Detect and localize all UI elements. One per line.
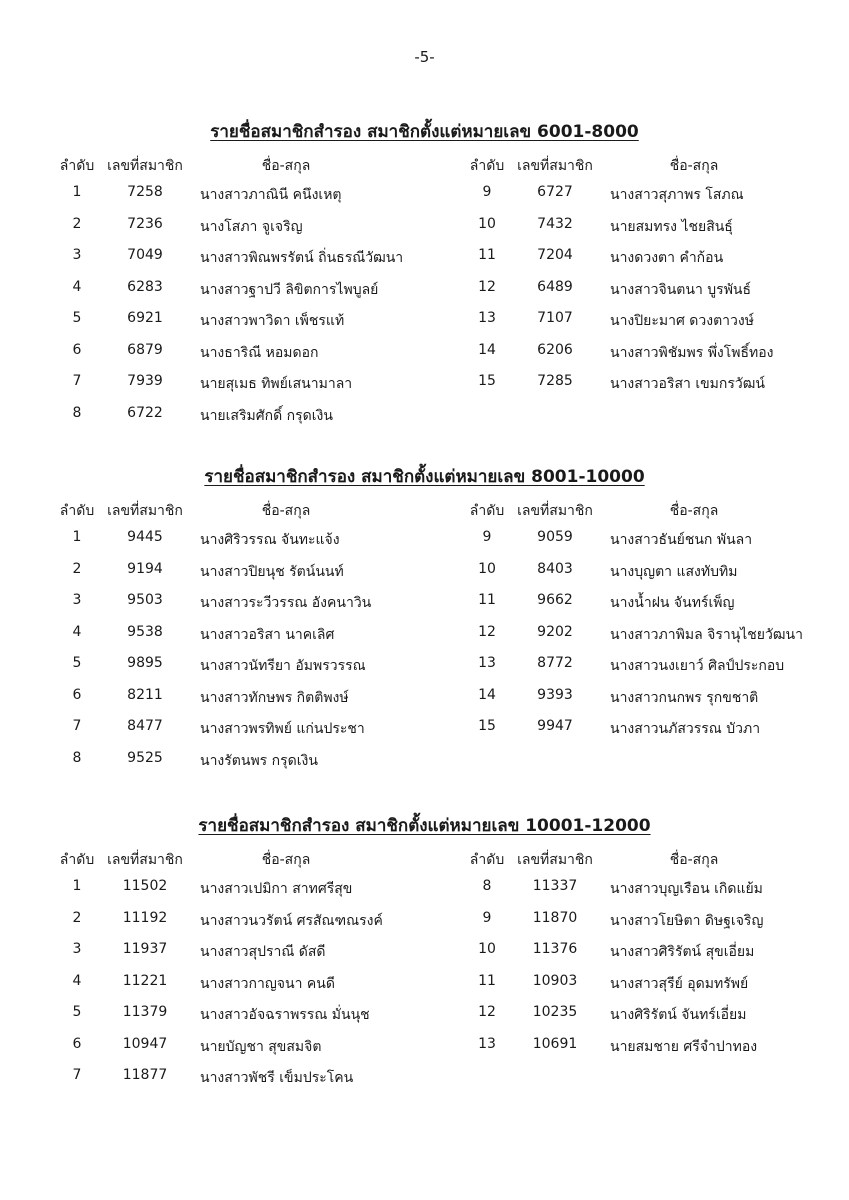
row-member-no: 11221 [122, 972, 168, 989]
row-member-no: 7939 [127, 373, 163, 389]
row-index: 10 [478, 560, 496, 577]
header-member-no: เลขที่สมาชิก [107, 503, 183, 519]
row-index: 2 [72, 560, 82, 577]
row-name: นางสาวพิณพรรัตน์ ถิ่นธรณีวัฒนา [200, 250, 404, 266]
row-name: นางสาวสุรีย์ อุดมทรัพย์ [610, 975, 749, 992]
row-member-no: 6727 [537, 184, 573, 200]
table-row [0, 910, 849, 936]
row-index: 6 [72, 341, 82, 358]
table-row [0, 184, 849, 210]
table-row [0, 405, 849, 431]
row-member-no: 11502 [122, 878, 168, 894]
row-name: นางสาวกาญจนา คนดี [200, 975, 335, 992]
row-member-no: 8477 [127, 718, 163, 734]
row-index: 9 [482, 909, 492, 926]
row-name: นางสาวโยษิตา ดิษฐเจริญ [610, 912, 764, 929]
row-index: 8 [72, 404, 82, 421]
row-member-no: 9059 [537, 529, 573, 545]
row-name: นางสาวอริสา นาคเลิศ [200, 626, 335, 643]
header-name: ชื่อ-สกุล [669, 158, 719, 174]
header-name: ชื่อ-สกุล [669, 852, 719, 868]
section-title [0, 812, 849, 839]
header-member-no: เลขที่สมาชิก [517, 158, 593, 174]
header-index: ลำดับ [469, 503, 505, 519]
row-name: นางสาวจินตนา บูรพันธ์ [610, 281, 752, 298]
table-row [0, 655, 849, 681]
row-index: 13 [478, 655, 496, 671]
row-name: นางโสภา จูเจริญ [200, 218, 303, 235]
row-index: 10 [478, 941, 496, 957]
table-row [0, 941, 849, 967]
table-row [0, 342, 849, 368]
table-row [0, 687, 849, 713]
row-name: นางสาวทักษพร กิตติพงษ์ [200, 689, 349, 706]
header-index: ลำดับ [59, 158, 95, 174]
row-name: นางสาวอริสา เขมกรวัฒน์ [610, 376, 765, 392]
row-name: นางธาริณี หอมดอก [200, 344, 319, 361]
row-member-no: 9202 [537, 623, 573, 640]
table-row [0, 624, 849, 650]
row-name: นางศิริรัตน์ จันทร์เอี่ยม [610, 1007, 747, 1023]
header-name: ชื่อ-สกุล [669, 503, 719, 519]
section-title-text: รายชื่อสมาชิกสำรอง สมาชิกตั้งแต่หมายเลข 10001-12000 [198, 816, 651, 836]
row-name: นางสาวนงเยาว์ ศิลป์ประกอบ [610, 658, 785, 674]
table-row [0, 247, 849, 273]
row-name: นางสาวพิชัมพร พึ่งโพธิ์ทอง [610, 344, 774, 361]
row-index: 5 [72, 655, 82, 671]
row-member-no: 10235 [532, 1004, 578, 1020]
row-member-no: 7204 [537, 247, 573, 263]
row-name: นางสาวสุภาพร โสภณ [610, 187, 744, 203]
table-row [0, 592, 849, 618]
row-member-no: 8211 [127, 686, 163, 703]
section-title-text: รายชื่อสมาชิกสำรอง สมาชิกตั้งแต่หมายเลข 8001-10000 [204, 467, 645, 487]
row-index: 6 [72, 1035, 82, 1052]
row-name: นางสาวสุปราณี ดัสดี [200, 944, 326, 960]
header-index: ลำดับ [59, 503, 95, 519]
row-index: 3 [72, 941, 82, 957]
row-index: 1 [72, 878, 82, 894]
row-member-no: 11376 [532, 941, 578, 957]
row-member-no: 9503 [127, 592, 163, 608]
row-name: นางสาวนภัสวรรณ บัวภา [610, 721, 761, 737]
row-index: 15 [478, 718, 496, 734]
row-index: 14 [478, 686, 496, 703]
table-row [0, 1004, 849, 1030]
row-member-no: 7432 [537, 215, 573, 232]
table-row [0, 1067, 849, 1093]
row-index: 15 [478, 373, 496, 389]
table-row [0, 718, 849, 744]
row-name: นางรัตนพร กรุดเงิน [200, 752, 318, 769]
row-index: 2 [72, 215, 82, 232]
row-member-no: 7285 [537, 373, 573, 389]
header-member-no: เลขที่สมาชิก [517, 503, 593, 519]
row-index: 6 [72, 686, 82, 703]
column-header-row [0, 500, 849, 526]
row-name: นางสาวพรทิพย์ แก่นประชา [200, 721, 365, 737]
table-row [0, 561, 849, 587]
row-member-no: 9895 [127, 655, 163, 671]
row-name: นางสาวกนกพร รุกขชาติ [610, 689, 759, 706]
table-row [0, 529, 849, 555]
row-index: 2 [72, 909, 82, 926]
header-name: ชื่อ-สกุล [261, 503, 311, 519]
table-row [0, 216, 849, 242]
section-title [0, 118, 849, 145]
header-name: ชื่อ-สกุล [261, 852, 311, 868]
row-index: 12 [478, 1004, 496, 1020]
row-member-no: 6206 [537, 341, 573, 358]
table-row [0, 373, 849, 399]
row-member-no: 9194 [127, 560, 163, 577]
row-index: 14 [478, 341, 496, 358]
row-index: 4 [72, 623, 82, 640]
table-row [0, 973, 849, 999]
header-index: ลำดับ [59, 852, 95, 868]
row-name: นางสาวพาวิดา เพ็ชรแท้ [200, 313, 345, 329]
row-index: 11 [478, 972, 496, 989]
row-member-no: 9525 [127, 749, 163, 766]
row-member-no: 8772 [537, 655, 573, 671]
row-member-no: 7258 [127, 184, 163, 200]
row-name: นายสุเมธ ทิพย์เสนามาลา [200, 376, 353, 392]
header-member-no: เลขที่สมาชิก [107, 158, 183, 174]
row-index: 3 [72, 592, 82, 608]
row-name: นางสาวนัทรียา อัมพรวรรณ [200, 658, 366, 674]
row-index: 1 [72, 529, 82, 545]
row-name: นายบัญชา สุขสมจิต [200, 1038, 322, 1055]
header-name: ชื่อ-สกุล [261, 158, 311, 174]
row-member-no: 6283 [127, 278, 163, 295]
row-name: นางปิยะมาศ ดวงตาวงษ์ [610, 313, 754, 329]
row-member-no: 11192 [122, 909, 168, 926]
column-header-row [0, 155, 849, 181]
row-index: 4 [72, 972, 82, 989]
table-row [0, 310, 849, 336]
row-member-no: 11870 [532, 909, 578, 926]
row-name: นายสมชาย ศรีจำปาทอง [610, 1038, 758, 1055]
row-member-no: 11877 [122, 1067, 168, 1083]
row-name: นางสาวภาณินี คนึงเหตุ [200, 187, 342, 203]
row-index: 13 [478, 1035, 496, 1052]
row-index: 5 [72, 1004, 82, 1020]
row-name: นางดวงตา คำก้อน [610, 250, 724, 266]
row-member-no: 9445 [127, 529, 163, 545]
row-member-no: 7107 [537, 310, 573, 326]
row-member-no: 11937 [122, 941, 168, 957]
row-member-no: 11379 [122, 1004, 168, 1020]
header-index: ลำดับ [469, 852, 505, 868]
row-name: นางศิริวรรณ จันทะแจ้ง [200, 532, 340, 548]
row-index: 7 [72, 718, 82, 734]
header-index: ลำดับ [469, 158, 505, 174]
row-member-no: 6921 [127, 310, 163, 326]
row-name: นางสาวเปมิกา สาทศรีสุข [200, 881, 353, 897]
row-name: นางสาวฐาปวี ลิขิตการไพบูลย์ [200, 281, 379, 298]
row-member-no: 9947 [537, 718, 573, 734]
row-index: 9 [482, 529, 492, 545]
row-name: นายเสริมศักดิ์ กรุดเงิน [200, 407, 333, 424]
column-header-row [0, 849, 849, 875]
row-name: นางสาวปิยนุช รัตน์นนท์ [200, 563, 344, 580]
row-name: นางสาวอัจฉราพรรณ มั่นนุช [200, 1007, 370, 1023]
row-name: นางสาวศิริรัตน์ สุขเอี่ยม [610, 944, 755, 960]
row-name: นางสาวพัชรี เข็มประโคน [200, 1070, 354, 1086]
row-index: 7 [72, 373, 82, 389]
row-name: นางสาวธันย์ชนก พันลา [610, 532, 753, 548]
table-row [0, 1036, 849, 1062]
header-member-no: เลขที่สมาชิก [107, 852, 183, 868]
row-member-no: 9393 [537, 686, 573, 703]
row-member-no: 8403 [537, 560, 573, 577]
table-row [0, 878, 849, 904]
page-number: -5- [414, 48, 435, 66]
row-member-no: 10903 [532, 972, 578, 989]
row-member-no: 6879 [127, 341, 163, 358]
row-name: นางสาวบุญเรือน เกิดแย้ม [610, 881, 763, 897]
row-name: นางสาวระวีวรรณ อังคนาวิน [200, 595, 372, 611]
row-member-no: 10691 [532, 1035, 578, 1052]
row-index: 11 [478, 592, 496, 608]
row-member-no: 9662 [537, 592, 573, 608]
row-index: 9 [482, 184, 492, 200]
row-index: 3 [72, 247, 82, 263]
row-index: 7 [72, 1067, 82, 1083]
row-index: 8 [72, 749, 82, 766]
row-index: 11 [478, 247, 496, 263]
row-name: นางสาวนวรัตน์ ศรสัณฑณรงค์ [200, 912, 383, 929]
row-index: 10 [478, 215, 496, 232]
row-index: 5 [72, 310, 82, 326]
row-index: 12 [478, 278, 496, 295]
row-index: 13 [478, 310, 496, 326]
row-index: 4 [72, 278, 82, 295]
row-name: นายสมทรง ไชยสินธุ์ [610, 218, 733, 235]
row-index: 8 [482, 878, 492, 894]
row-member-no: 10947 [122, 1035, 168, 1052]
row-member-no: 7049 [127, 247, 163, 263]
table-row [0, 279, 849, 305]
row-member-no: 7236 [127, 215, 163, 232]
row-member-no: 6722 [127, 404, 163, 421]
row-name: นางน้ำฝน จันทร์เพ็ญ [610, 595, 735, 611]
row-name: นางสาวภาพิมล จิรานุไชยวัฒนา [610, 626, 803, 643]
table-row [0, 750, 849, 776]
row-member-no: 9538 [127, 623, 163, 640]
section-title [0, 463, 849, 490]
row-index: 12 [478, 623, 496, 640]
row-member-no: 6489 [537, 278, 573, 295]
section-title-text: รายชื่อสมาชิกสำรอง สมาชิกตั้งแต่หมายเลข 6001-8000 [210, 122, 639, 142]
header-member-no: เลขที่สมาชิก [517, 852, 593, 868]
row-name: นางบุญตา แสงทับทิม [610, 563, 738, 580]
row-index: 1 [72, 184, 82, 200]
row-member-no: 11337 [532, 878, 578, 894]
